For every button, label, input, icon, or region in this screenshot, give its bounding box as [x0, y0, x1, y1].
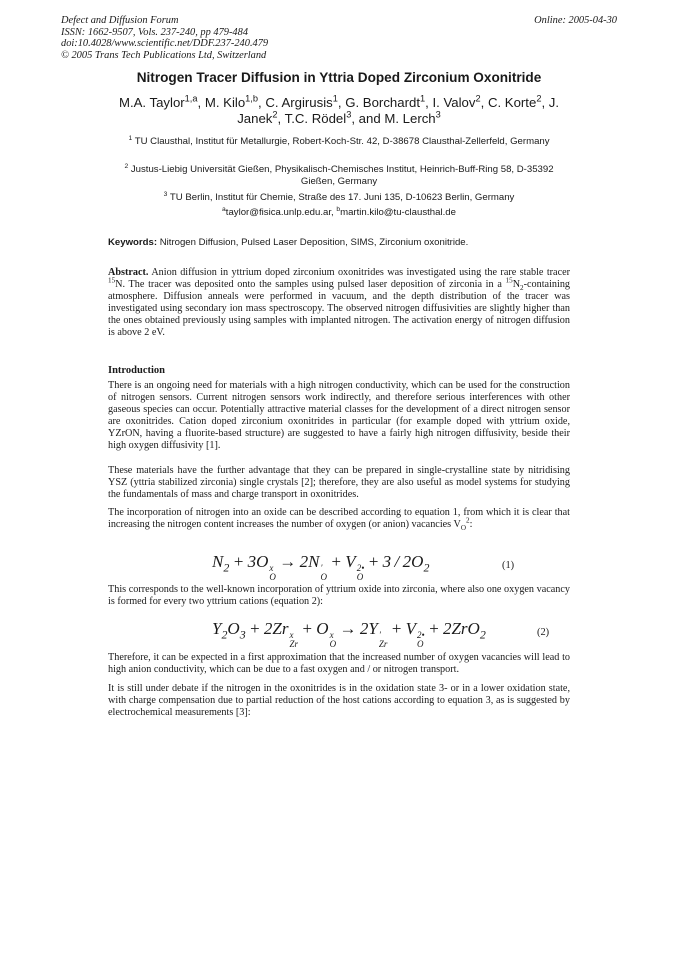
- keywords: [108, 237, 570, 248]
- journal-copyright: © 2005 Trans Tech Publications Ltd, Switzerland: [61, 49, 267, 61]
- author-name: C. Argirusis: [265, 95, 333, 110]
- author-separator: ,: [337, 95, 346, 110]
- abstract-text-2: N. The tracer was deposited onto the samples using pulsed laser deposition of zirconia in a: [115, 279, 502, 291]
- author-separator: ,: [258, 95, 266, 110]
- equation-1-number: (1): [502, 560, 515, 571]
- author-separator: , and: [351, 111, 385, 126]
- author-separator: ,: [197, 95, 205, 110]
- author-affiliation-marker: 1: [419, 93, 426, 104]
- author-separator: ,: [425, 95, 433, 110]
- equation-1-formula: $N_2 + 3O$ x O → 2N ′ O + V 2• O + $3 / 2O_2$: [212, 552, 430, 582]
- online-date: Online: 2005-04-30: [534, 15, 617, 26]
- paper-title: Nitrogen Tracer Diffusion in Yttria Doped Zirconium Oxonitride: [136, 70, 542, 85]
- author-name: J. Janek: [237, 95, 560, 126]
- affiliation-text: TU Berlin, Institut für Chemie, Straße des 17. Juni 135, D-10623 Berlin, Germany: [169, 192, 515, 203]
- journal-doi[interactable]: doi:10.4028/www.scientific.net/DDF.237-240.479: [61, 38, 269, 50]
- affiliation-3: [108, 192, 570, 204]
- isotope-mass: 15: [505, 276, 513, 285]
- abstract-text-1: Anion diffusion in yttrium doped zirconium oxonitrides was investigated using the rare stable tracer: [151, 267, 571, 278]
- section-heading: Introduction: [108, 365, 165, 376]
- journal-issn: ISSN: 1662-9507, Vols. 237-240, pp 479-484: [61, 26, 249, 38]
- keywords-label: Keywords:: [108, 237, 158, 248]
- journal-name: Defect and Diffusion Forum: [61, 15, 179, 26]
- author-name: I. Valov: [432, 95, 476, 110]
- author-affiliation-marker: 2: [475, 93, 481, 104]
- abstract-text-3: N: [512, 279, 521, 291]
- intro-paragraph-1: There is an ongoing need for materials with a high nitrogen conductivity, which can be used for the construction of nitrogen sensors. Current nitrogen sensors work indirectly, and therefore serious interferences with other gaseous species can occur. Potentially attractive material classes for the development of a direct nitrogen sensor are oxonitrides. Cation doped zirconium oxonitrides in particular (for example doped with yttrium oxide, YZrON, having a fluorite-based structure) are suggested to have a fairly high nitrogen diffusivity, beside their high oxygen diffusivity [1].: [108, 380, 570, 452]
- author-affiliation-marker: 2: [272, 109, 278, 120]
- superscript: 2: [466, 516, 470, 525]
- abstract-label: Abstract.: [108, 267, 149, 278]
- author-separator: ,: [277, 111, 285, 126]
- intro-paragraph-6: It is still under debate if the nitrogen in the oxonitrides is in the oxidation state 3- or in a lower oxidation state, with charge compensation due to partial reduction of the host cations according to equation 3, as is suggested by electrochemical measurements [3]:: [108, 683, 570, 719]
- author-affiliation-marker: 2: [536, 93, 542, 104]
- author-separator: ,: [541, 95, 549, 110]
- email-marker-a: a: [222, 205, 226, 213]
- author-affiliation-marker: 1,a: [184, 93, 198, 104]
- email-a[interactable]: taylor@fisica.unlp.edu.ar: [225, 207, 331, 218]
- keywords-text: Nitrogen Diffusion, Pulsed Laser Deposition, SIMS, Zirconium oxonitride.: [159, 237, 469, 248]
- equation-2: [108, 619, 570, 649]
- email-marker-b: b: [336, 205, 341, 213]
- author-affiliation-marker: 1,b: [245, 93, 258, 104]
- affiliation-2: [108, 164, 570, 187]
- author-name: G. Borchardt: [345, 95, 420, 110]
- affiliation-1: [108, 136, 570, 148]
- paragraph-text: :: [469, 519, 473, 531]
- email-b[interactable]: martin.kilo@tu-clausthal.de: [340, 207, 456, 218]
- author-affiliation-marker: 3: [346, 109, 352, 120]
- email-separator: ,: [331, 207, 337, 218]
- subscript: 2: [520, 284, 524, 293]
- equation-2-number: (2): [537, 627, 550, 638]
- author-name: M. Lerch: [384, 111, 436, 126]
- affiliation-marker: 2: [124, 162, 129, 170]
- intro-paragraph-4: This corresponds to the well-known incorporation of yttrium oxide into zirconia, where also one oxygen vacancy is formed for every two yttrium cations (equation 2):: [108, 584, 570, 608]
- author-affiliation-marker: 1: [332, 93, 338, 104]
- equation-1: [108, 552, 570, 582]
- affiliation-marker: 3: [163, 190, 168, 198]
- subscript: O: [460, 524, 467, 533]
- abstract: [108, 267, 570, 340]
- author-name: M.A. Taylor: [118, 95, 185, 110]
- author-affiliation-marker: 3: [435, 109, 441, 120]
- affiliation-marker: 1: [128, 134, 133, 142]
- author-name: C. Korte: [487, 95, 537, 110]
- email-line: [108, 207, 570, 219]
- affiliation-text: Justus-Liebig Universität Gießen, Physikalisch-Chemisches Institut, Heinrich-Buff-Ring 58, D-35392 Gießen, Germany: [130, 164, 554, 187]
- author-name: T.C. Rödel: [284, 111, 347, 126]
- journal-header: [61, 15, 617, 61]
- isotope-mass: 15: [108, 276, 116, 285]
- affiliation-text: TU Clausthal, Institut für Metallurgie, Robert-Koch-Str. 42, D-38678 Clausthal-Zellerfeld, Germany: [134, 136, 550, 147]
- intro-paragraph-5: Therefore, it can be expected in a first approximation that the increased number of oxygen vacancies will lead to high anion conductivity, which can be due to a fast oxygen and / or nitrogen transport.: [108, 652, 570, 676]
- author-separator: ,: [480, 95, 488, 110]
- author-list: [108, 95, 570, 127]
- author-name: M. Kilo: [204, 95, 246, 110]
- intro-paragraph-2: These materials have the further advantage that they can be prepared in single-crystalline state by nitridising YSZ (yttria stabilized zirconia) single crystals [2]; therefore, they are also useful as model systems for studying the fundamentals of mass and charge transport in oxonitrides.: [108, 465, 570, 501]
- paragraph-text: The incorporation of nitrogen into an oxide can be described according to equation 1, from which it is clear that increasing the nitrogen content increases the number of oxygen (or anion) vacancies V: [108, 507, 570, 531]
- abstract-text-4: -containing atmosphere. Diffusion anneals were performed in vacuum, and the depth distribution of the tracer was investigated using secondary ion mass spectroscopy. The observed nitrogen diffusivities are slightly higher than the ones obtained previously using samples with implanted nitrogen. The activation energy of nitrogen diffusion is above 2 eV.: [108, 279, 571, 339]
- intro-paragraph-3: [108, 507, 570, 531]
- equation-2-formula: $Y_2O_3 + 2Zr$ x Zr + O x O → 2Y ′ Zr + V 2• O + 2ZrO$_2$: [212, 619, 486, 649]
